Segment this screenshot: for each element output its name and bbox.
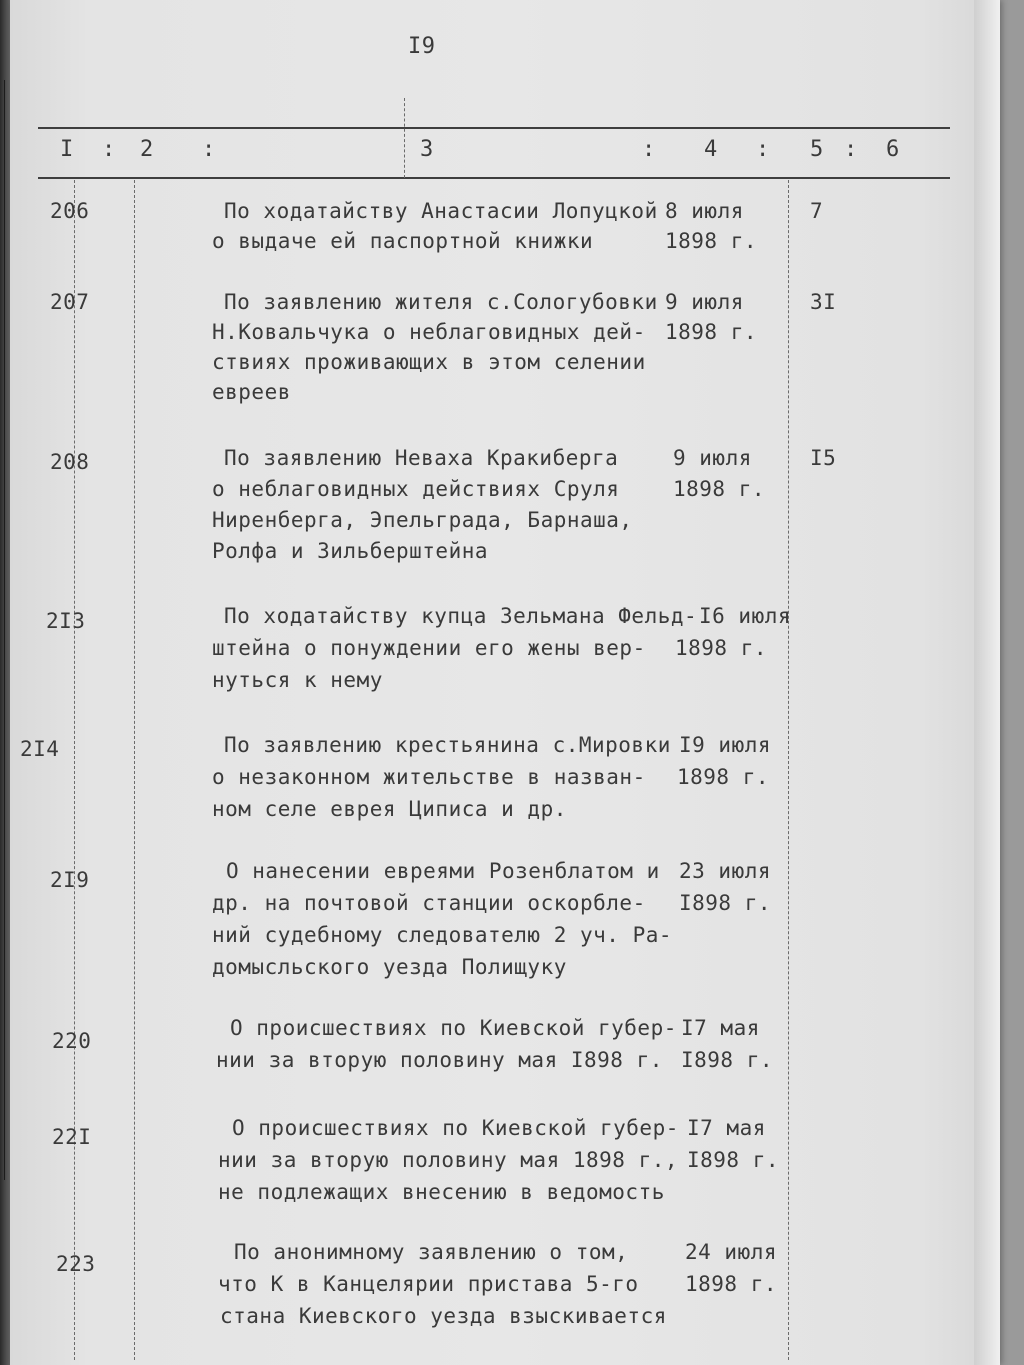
- header-col6: 6: [886, 137, 900, 162]
- description-line: По заявлению жителя с.Сологубовки: [224, 290, 658, 314]
- date-line: 9 июля: [665, 290, 744, 314]
- row-sheets: 7: [810, 199, 824, 223]
- date-line: 1898 г.: [677, 765, 770, 789]
- description-line: ний судебному следователю 2 уч. Ра-: [212, 923, 673, 947]
- header-col5: 5: [810, 137, 824, 162]
- header-top-rule: [38, 127, 950, 129]
- description-line: что К в Канцелярии пристава 5-го: [218, 1272, 639, 1296]
- description-line: о незаконном жительстве в назван-: [212, 765, 646, 789]
- description-line: стана Киевского уезда взыскивается: [220, 1304, 667, 1328]
- date-line: 1898 г.: [665, 229, 758, 253]
- header-bottom-rule: [38, 177, 950, 179]
- header-col3-divider: [404, 98, 405, 178]
- date-line: I7 мая: [687, 1116, 766, 1140]
- description-line: Н.Ковальчука о неблаговидных дей-: [212, 320, 646, 344]
- date-line: 1898 г.: [665, 320, 758, 344]
- date-line: 1898 г.: [675, 636, 768, 660]
- description-line: По заявлению крестьянина с.Мировки: [224, 733, 671, 757]
- header-col3: 3: [420, 137, 434, 162]
- date-line: 24 июля: [685, 1240, 778, 1264]
- description-line: евреев: [212, 380, 291, 404]
- row-number: 223: [56, 1252, 96, 1276]
- header-col4: 4: [704, 137, 718, 162]
- description-line: По ходатайству купца Зельмана Фельд-: [224, 604, 698, 628]
- description-line: о неблаговидных действиях Сруля: [212, 477, 620, 501]
- description-line: нуться к нему: [212, 668, 383, 692]
- row-number: 206: [50, 199, 90, 223]
- description-line: Ниренберга, Эпельграда, Барнаша,: [212, 508, 633, 532]
- column-divider-1: [74, 180, 75, 1360]
- header-sep: :: [844, 137, 858, 162]
- row-number: 2I3: [46, 609, 86, 633]
- date-line: 1898 г.: [673, 477, 766, 501]
- description-line: домысльского уезда Полищуку: [212, 955, 567, 979]
- row-sheets: I5: [810, 446, 837, 470]
- date-line: I898 г.: [679, 891, 772, 915]
- date-line: I898 г.: [681, 1048, 774, 1072]
- document-page: [10, 0, 1000, 1365]
- page-right-edge: [974, 0, 1000, 1365]
- header-sep: :: [202, 137, 216, 162]
- description-line: По анонимному заявлению о том,: [234, 1240, 629, 1264]
- date-line: I9 июля: [679, 733, 772, 757]
- description-line: не подлежащих внесению в ведомость: [218, 1180, 665, 1204]
- date-line: 8 июля: [665, 199, 744, 223]
- description-line: др. на почтовой станции оскорбле-: [212, 891, 646, 915]
- header-col1: I: [60, 137, 74, 162]
- description-line: штейна о понуждении его жены вер-: [212, 636, 646, 660]
- row-number: 220: [52, 1029, 92, 1053]
- date-line: I7 мая: [681, 1016, 760, 1040]
- header-sep: :: [102, 137, 116, 162]
- description-line: нии за вторую половину мая 1898 г.,: [218, 1148, 679, 1172]
- date-line: I898 г.: [687, 1148, 780, 1172]
- description-line: ном селе еврея Циписа и др.: [212, 797, 567, 821]
- description-line: нии за вторую половину мая I898 г.: [216, 1048, 663, 1072]
- description-line: О нанесении евреями Розенблатом и: [226, 859, 660, 883]
- column-divider-4: [788, 180, 789, 1360]
- description-line: По заявлению Неваха Кракиберга: [224, 446, 619, 470]
- date-line: 9 июля: [673, 446, 752, 470]
- date-line: 1898 г.: [685, 1272, 778, 1296]
- date-line: I6 июля: [699, 604, 792, 628]
- column-divider-2: [134, 180, 135, 1360]
- description-line: ствиях проживающих в этом селении: [212, 350, 646, 374]
- description-line: О происшествиях по Киевской губер-: [230, 1016, 677, 1040]
- binding-line: [4, 80, 5, 1180]
- description-line: О происшествиях по Киевской губер-: [232, 1116, 679, 1140]
- row-number: 2I9: [50, 868, 90, 892]
- row-sheets: 3I: [810, 290, 837, 314]
- header-sep: :: [756, 137, 770, 162]
- row-number: 2I4: [20, 737, 60, 761]
- description-line: Ролфа и Зильберштейна: [212, 539, 489, 563]
- date-line: 23 июля: [679, 859, 772, 883]
- page-number: I9: [408, 34, 436, 59]
- row-number: 207: [50, 290, 90, 314]
- header-sep: :: [642, 137, 656, 162]
- header-col2: 2: [140, 137, 154, 162]
- description-line: о выдаче ей паспортной книжки: [212, 229, 594, 253]
- row-number: 208: [50, 450, 90, 474]
- row-number: 22I: [52, 1125, 92, 1149]
- description-line: По ходатайству Анастасии Лопуцкой: [224, 199, 658, 223]
